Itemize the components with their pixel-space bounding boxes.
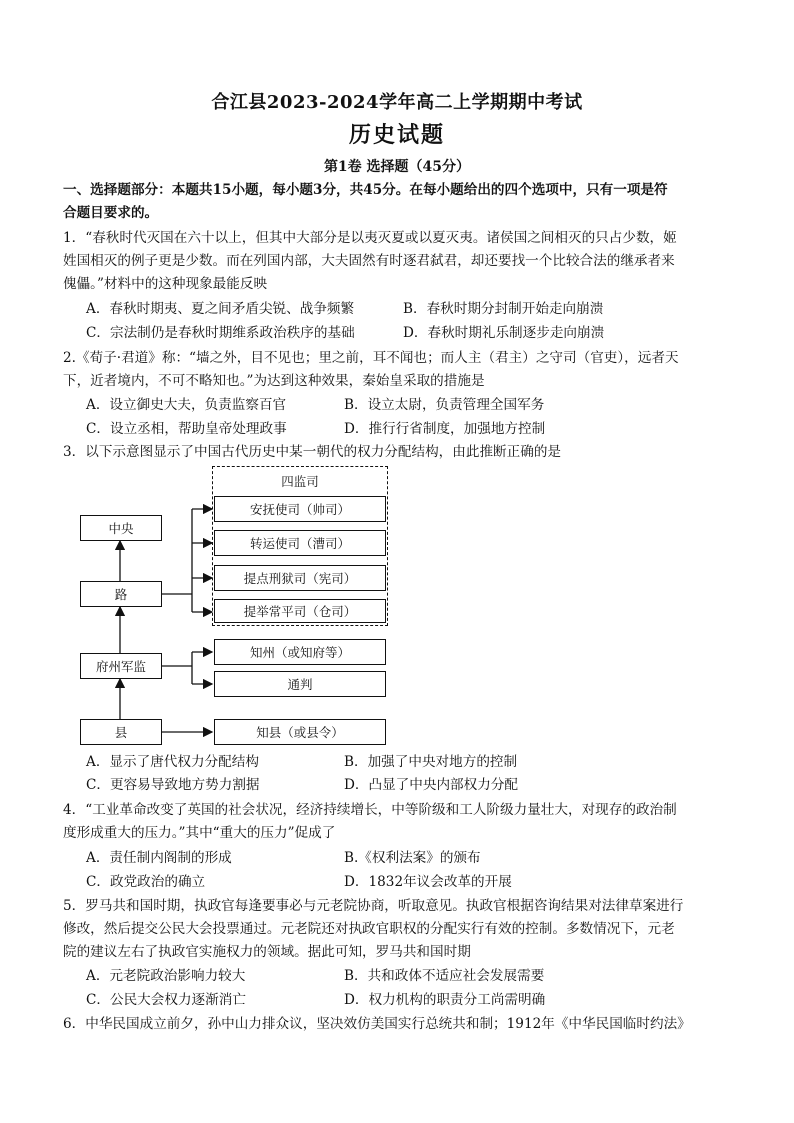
q2-stem-2: 下，近者境内，不可不略知也。”为达到这种效果，秦始皇采取的措施是 (63, 373, 485, 389)
exam-title: 合江县2023-2024学年高二上学期期中考试 (211, 92, 583, 113)
q5-stem-2: 修改，然后提交公民大会投票通过。元老院还对执政官职权的分配实行有效的控制。多数情况下，元老 (63, 921, 675, 937)
subject-title: 历史试题 (348, 122, 445, 148)
instructions-line-1: 一、选择题部分：本题共15小题，每小题3分，共45分。在每小题给出的四个选项中，只有一项是符 (63, 182, 668, 198)
q3-option-b: B．加强了中央对地方的控制 (344, 754, 518, 770)
q5-option-b: B．共和政体不适应社会发展需要 (344, 968, 545, 984)
q4-stem-1: 4．“工业革命改变了英国的社会状况，经济持续增长，中等阶级和工人阶级力量壮大，对现存的政治制 (63, 802, 677, 818)
power-structure-diagram (78, 466, 398, 748)
zhuanyun-box: 转运使司（漕司） (214, 530, 386, 556)
q1-option-c: C．宗法制仍是春秋时期维系政治秩序的基础 (86, 325, 355, 341)
instructions-line-2: 合题目要求的。 (63, 205, 159, 221)
central-box: 中央 (80, 515, 162, 541)
q5-option-d: D．权力机构的职责分工尚需明确 (344, 992, 546, 1008)
tongpan-box: 通判 (214, 671, 386, 697)
q2-option-c: C．设立丞相，帮助皇帝处理政事 (86, 421, 287, 437)
q6-stem-1: 6．中华民国成立前夕，孙中山力排众议，坚决效仿美国实行总统共和制；1912年《中华民国临时约法》 (63, 1016, 691, 1032)
q1-stem-2: 姓国相灭的例子更是少数。而在列国内部，大夫固然有时逐君弑君，却还要找一个比较合法的继承者来 (63, 253, 675, 269)
q4-option-c: C．政党政治的确立 (86, 874, 206, 890)
q4-option-b: B.《权利法案》的颁布 (344, 850, 481, 866)
q5-stem-3: 院的建议左右了执政官实施权力的领域。据此可知，罗马共和国时期 (63, 944, 471, 960)
q2-option-a: A．设立御史大夫，负责监察百官 (86, 397, 287, 413)
q1-option-d: D．春秋时期礼乐制逐步走向崩溃 (403, 325, 605, 341)
q4-option-a: A．责任制内阁制的形成 (86, 850, 232, 866)
q1-stem-3: 傀儡。”材料中的这种现象最能反映 (63, 276, 268, 292)
xian-box: 县 (80, 719, 162, 745)
fuzhou-box: 府州军监 (80, 653, 162, 679)
lu-box: 路 (80, 581, 162, 607)
zhizhou-box: 知州（或知府等） (214, 639, 386, 665)
q5-option-c: C．公民大会权力逐渐消亡 (86, 992, 246, 1008)
zhixian-box: 知县（或县令） (214, 719, 386, 745)
q5-stem-1: 5．罗马共和国时期，执政官每逢要事必与元老院协商，听取意见。执政官根据咨询结果对法律草案进行 (63, 898, 684, 914)
tidian-box: 提点刑狱司（宪司） (214, 565, 386, 591)
four-supervisory-bureaus-label: 四监司 (281, 474, 319, 489)
q1-stem-1: 1．“春秋时代灭国在六十以上，但其中大部分是以夷灭夏或以夏灭夷。诸侯国之间相灭的只占少数，姬 (63, 230, 677, 246)
q3-option-d: D．凸显了中央内部权力分配 (344, 777, 519, 793)
q2-option-d: D．推行行省制度，加强地方控制 (344, 421, 546, 437)
q4-option-d: D．1832年议会改革的开展 (344, 874, 512, 890)
tiju-box: 提举常平司（仓司） (214, 599, 386, 623)
q3-option-c: C．更容易导致地方势力割据 (86, 777, 260, 793)
q5-option-a: A．元老院政治影响力较大 (86, 968, 246, 984)
q4-stem-2: 度形成重大的压力。”其中“重大的压力”促成了 (63, 825, 336, 841)
q2-option-b: B．设立太尉，负责管理全国军务 (344, 397, 545, 413)
section-title: 第1卷 选择题（45分） (323, 159, 471, 175)
q1-option-b: B．春秋时期分封制开始走向崩溃 (403, 301, 604, 317)
q2-stem-1: 2.《荀子·君道》称：“墙之外，目不见也；里之前，耳不闻也；而人主（君主）之守司（官吏），远者天 (63, 350, 679, 366)
q1-option-a: A．春秋时期夷、夏之间矛盾尖锐、战争频繁 (86, 301, 355, 317)
anfu-box: 安抚使司（帅司） (214, 496, 386, 522)
q3-option-a: A．显示了唐代权力分配结构 (86, 754, 259, 770)
q3-stem: 3．以下示意图显示了中国古代历史中某一朝代的权力分配结构，由此推断正确的是 (63, 444, 562, 460)
